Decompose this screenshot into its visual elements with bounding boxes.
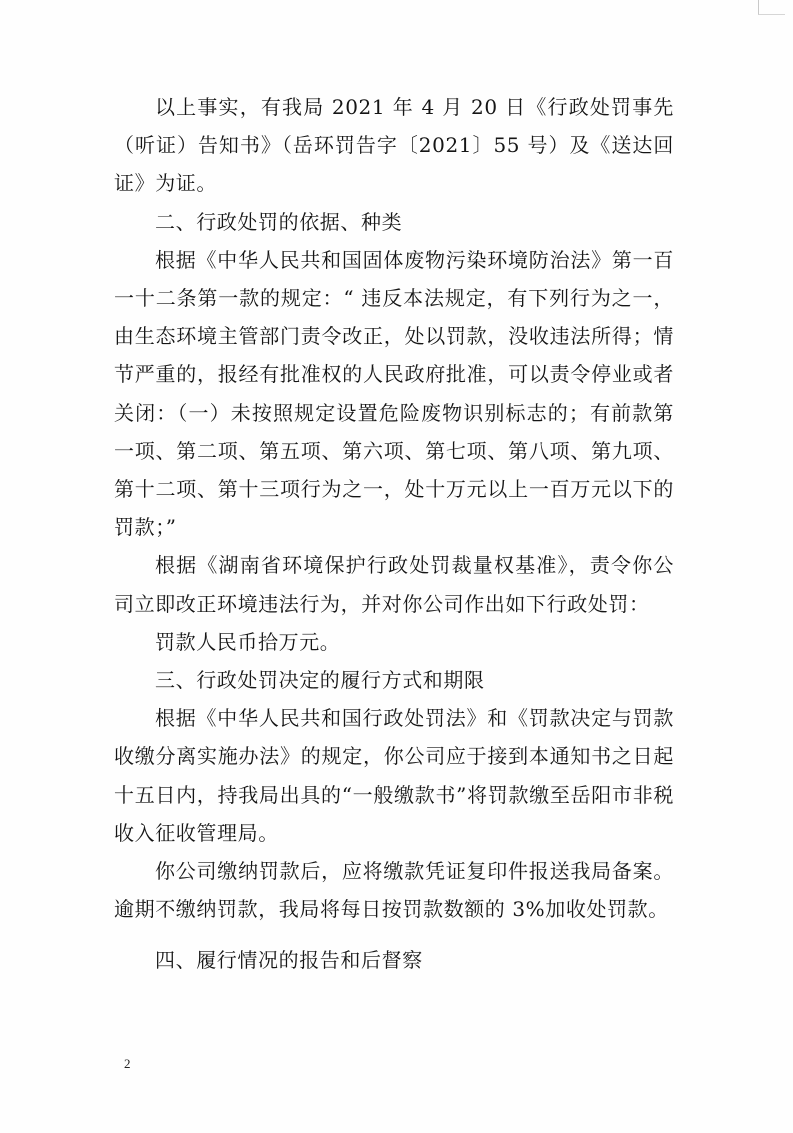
page-number: 2	[124, 1056, 131, 1071]
scan-corner-mark	[758, 0, 785, 15]
paragraph-payment-procedure: 根据《中华人民共和国行政处罚法》和《罚款决定与罚款收缴分离实施办法》的规定，你公司应于接到本通知书之日起十五日内，持我局出具的“一般缴款书”将罚款缴至岳阳市非税收入征收管理局。	[114, 706, 674, 845]
paragraph-discretion-standard: 根据《湖南省环境保护行政处罚裁量权基准》，责令你公司立即改正环境违法行为，并对你公司作出如下行政处罚：	[114, 553, 674, 616]
heading-performance-method: 三、行政处罚决定的履行方式和期限	[155, 668, 485, 693]
paragraph-legal-basis: 根据《中华人民共和国固体废物污染环境防治法》第一百一十二条第一款的规定：“ 违反本法规定，有下列行为之一，由生态环境主管部门责令改正，处以罚款，没收违法所得；情节严重的，报经有批准权的人民政府批准，可以责令停业或者关闭：（一）未按照规定设置危险废物识别标志的；有前款第一项、第二项、第五项、第六项、第七项、第八项、第九项、第十二项、第十三项行为之一，处十万元以上一百万元以下的罚款；”	[114, 247, 674, 540]
heading-report-and-supervision: 四、履行情况的报告和后督察	[155, 948, 423, 973]
heading-basis-and-type: 二、行政处罚的依据、种类	[155, 209, 403, 234]
document-body	[114, 88, 674, 980]
paragraph-late-payment: 你公司缴纳罚款后，应将缴款凭证复印件报送我局备案。逾期不缴纳罚款，我局将每日按罚款数额的 3%加收处罚款。	[114, 859, 674, 922]
paragraph-fine-amount: 罚款人民币拾万元。	[155, 629, 341, 654]
paragraph-facts: 以上事实，有我局 2021 年 4 月 20 日《行政处罚事先（听证）告知书》（岳环罚告字〔2021〕55 号）及《送达回证》为证。	[114, 95, 674, 196]
